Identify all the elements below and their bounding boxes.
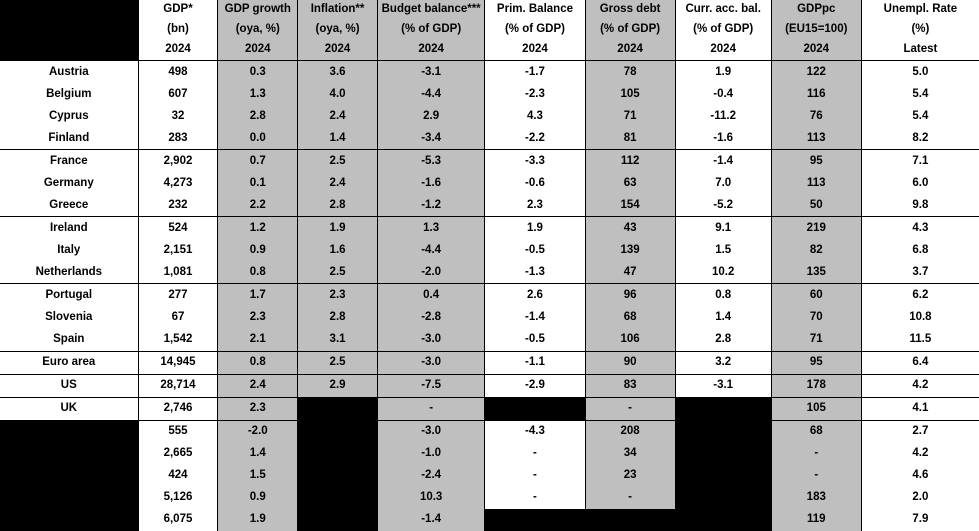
data-cell: 1.3: [218, 83, 298, 105]
row-country-label: Germany: [0, 172, 138, 194]
data-cell: 50: [771, 194, 861, 217]
table-row: [0, 217, 979, 240]
table-row: [0, 443, 979, 465]
row-country-label: Portugal: [0, 284, 138, 307]
row-country-label: Greece: [0, 194, 138, 217]
data-cell: -3.3: [485, 150, 585, 173]
data-cell: -3.4: [377, 127, 484, 150]
data-cell: 6,075: [138, 509, 218, 531]
data-cell: 2,151: [138, 239, 218, 261]
data-cell: 5.0: [861, 61, 979, 84]
column-header-cell: (oya, %): [298, 20, 378, 40]
data-cell: 2.8: [218, 105, 298, 127]
data-cell: 2.4: [218, 374, 298, 397]
column-header-cell: (% of GDP): [485, 20, 585, 40]
data-cell: 2.1: [218, 328, 298, 351]
data-cell: 28,714: [138, 374, 218, 397]
data-cell: 1.2: [218, 217, 298, 240]
column-header-cell: GDP*: [138, 0, 218, 20]
data-cell: -: [771, 443, 861, 465]
data-cell: 9.1: [675, 217, 771, 240]
row-country-label: Netherlands: [0, 261, 138, 284]
row-country-label: Cyprus: [0, 105, 138, 127]
data-cell: 71: [771, 328, 861, 351]
data-cell: 1.5: [218, 465, 298, 487]
data-cell: 0.0: [218, 127, 298, 150]
data-cell: -: [771, 465, 861, 487]
table-row: [0, 172, 979, 194]
data-cell: 10.3: [377, 487, 484, 509]
data-cell: -1.1: [485, 351, 585, 374]
data-cell: -3.0: [377, 420, 484, 443]
row-country-label: [0, 509, 138, 531]
header-corner-cell: [0, 20, 138, 40]
data-cell: 208: [585, 420, 675, 443]
data-cell: 4.1: [861, 397, 979, 420]
data-cell: 4.6: [861, 465, 979, 487]
row-country-label: Slovenia: [0, 306, 138, 328]
data-cell: 68: [771, 420, 861, 443]
data-cell: 78: [585, 61, 675, 84]
data-cell: 2.4: [298, 105, 378, 127]
header-row-units: [0, 20, 979, 40]
data-cell: -2.0: [218, 420, 298, 443]
data-cell: 2.7: [861, 420, 979, 443]
data-cell: 524: [138, 217, 218, 240]
table-row: [0, 127, 979, 150]
data-cell: 183: [771, 487, 861, 509]
data-cell: 14,945: [138, 351, 218, 374]
header-corner-cell: [0, 0, 138, 20]
row-country-label: US: [0, 374, 138, 397]
column-header-cell: (bn): [138, 20, 218, 40]
data-cell: -2.3: [485, 83, 585, 105]
data-cell: 2.5: [298, 261, 378, 284]
table-row: [0, 351, 979, 374]
data-cell: -: [585, 487, 675, 509]
data-cell: 2.3: [298, 284, 378, 307]
data-cell: -2.8: [377, 306, 484, 328]
data-cell: [298, 465, 378, 487]
data-cell: 0.7: [218, 150, 298, 173]
data-cell: 1.3: [377, 217, 484, 240]
data-cell: -3.1: [377, 61, 484, 84]
data-cell: -0.6: [485, 172, 585, 194]
data-cell: 1,542: [138, 328, 218, 351]
table-row: [0, 105, 979, 127]
data-cell: [675, 443, 771, 465]
data-cell: -: [485, 443, 585, 465]
column-header-cell: 2024: [218, 40, 298, 61]
table-row: [0, 306, 979, 328]
data-cell: 4.3: [485, 105, 585, 127]
data-cell: 0.1: [218, 172, 298, 194]
data-cell: 60: [771, 284, 861, 307]
data-cell: [585, 509, 675, 531]
data-cell: 4.2: [861, 443, 979, 465]
data-cell: 3.6: [298, 61, 378, 84]
data-cell: 95: [771, 351, 861, 374]
data-cell: -0.4: [675, 83, 771, 105]
data-cell: 70: [771, 306, 861, 328]
table-row: [0, 284, 979, 307]
column-header-cell: 2024: [675, 40, 771, 61]
column-header-cell: GDP growth: [218, 0, 298, 20]
data-cell: 3.1: [298, 328, 378, 351]
data-cell: 9.8: [861, 194, 979, 217]
data-cell: 5.4: [861, 105, 979, 127]
row-country-label: Belgium: [0, 83, 138, 105]
data-cell: [675, 397, 771, 420]
data-cell: 83: [585, 374, 675, 397]
data-cell: 139: [585, 239, 675, 261]
data-cell: 4.2: [861, 374, 979, 397]
data-cell: 113: [771, 127, 861, 150]
data-cell: 1.4: [218, 443, 298, 465]
data-cell: -1.4: [675, 150, 771, 173]
column-header-cell: Curr. acc. bal.: [675, 0, 771, 20]
data-cell: 5,126: [138, 487, 218, 509]
table-row: [0, 261, 979, 284]
table-row: [0, 328, 979, 351]
data-cell: 232: [138, 194, 218, 217]
column-header-cell: GDPpc: [771, 0, 861, 20]
header-row-years: [0, 40, 979, 61]
column-header-cell: (EU15=100): [771, 20, 861, 40]
data-cell: [298, 443, 378, 465]
data-cell: [675, 509, 771, 531]
column-header-cell: Unempl. Rate: [861, 0, 979, 20]
row-country-label: France: [0, 150, 138, 173]
data-cell: -1.0: [377, 443, 484, 465]
data-cell: 32: [138, 105, 218, 127]
column-header-cell: Prim. Balance: [485, 0, 585, 20]
data-cell: 2.5: [298, 150, 378, 173]
data-cell: [298, 487, 378, 509]
data-cell: 0.8: [675, 284, 771, 307]
data-cell: 0.8: [218, 261, 298, 284]
data-cell: -0.5: [485, 328, 585, 351]
row-country-label: Ireland: [0, 217, 138, 240]
data-cell: 2.9: [377, 105, 484, 127]
data-cell: 607: [138, 83, 218, 105]
data-cell: 4.0: [298, 83, 378, 105]
data-cell: 2,902: [138, 150, 218, 173]
data-cell: -4.3: [485, 420, 585, 443]
table-row: [0, 374, 979, 397]
data-cell: 63: [585, 172, 675, 194]
data-cell: 2.3: [218, 306, 298, 328]
column-header-cell: (%): [861, 20, 979, 40]
data-cell: -11.2: [675, 105, 771, 127]
row-country-label: [0, 443, 138, 465]
data-cell: 1.5: [675, 239, 771, 261]
data-cell: 2.0: [861, 487, 979, 509]
data-cell: -1.7: [485, 61, 585, 84]
data-cell: -3.0: [377, 351, 484, 374]
table-row: [0, 239, 979, 261]
data-cell: [485, 397, 585, 420]
data-cell: 2.4: [298, 172, 378, 194]
column-header-cell: Gross debt: [585, 0, 675, 20]
data-cell: 219: [771, 217, 861, 240]
data-cell: 95: [771, 150, 861, 173]
data-cell: 2.2: [218, 194, 298, 217]
column-header-cell: Latest: [861, 40, 979, 61]
data-cell: 555: [138, 420, 218, 443]
data-cell: 71: [585, 105, 675, 127]
data-cell: 10.2: [675, 261, 771, 284]
data-cell: 7.1: [861, 150, 979, 173]
column-header-cell: (% of GDP): [585, 20, 675, 40]
data-cell: 7.9: [861, 509, 979, 531]
data-cell: -1.2: [377, 194, 484, 217]
data-cell: 2,746: [138, 397, 218, 420]
row-country-label: [0, 420, 138, 443]
data-cell: -1.3: [485, 261, 585, 284]
data-cell: -3.0: [377, 328, 484, 351]
data-cell: 2.3: [485, 194, 585, 217]
data-cell: 1,081: [138, 261, 218, 284]
data-cell: -: [485, 487, 585, 509]
data-cell: -: [377, 397, 484, 420]
data-cell: 283: [138, 127, 218, 150]
data-cell: 47: [585, 261, 675, 284]
data-cell: 3.2: [675, 351, 771, 374]
data-cell: -1.4: [377, 509, 484, 531]
header-row-titles: [0, 0, 979, 20]
data-cell: 43: [585, 217, 675, 240]
data-cell: 82: [771, 239, 861, 261]
data-cell: -: [585, 397, 675, 420]
data-cell: 112: [585, 150, 675, 173]
data-cell: 105: [771, 397, 861, 420]
column-header-cell: 2024: [138, 40, 218, 61]
column-header-cell: 2024: [585, 40, 675, 61]
row-country-label: [0, 487, 138, 509]
data-cell: 10.8: [861, 306, 979, 328]
row-country-label: Italy: [0, 239, 138, 261]
data-cell: 4,273: [138, 172, 218, 194]
data-cell: 2.9: [298, 374, 378, 397]
data-cell: -5.3: [377, 150, 484, 173]
column-header-cell: Inflation**: [298, 0, 378, 20]
data-cell: 498: [138, 61, 218, 84]
data-cell: 1.9: [218, 509, 298, 531]
data-cell: -2.4: [377, 465, 484, 487]
row-country-label: Finland: [0, 127, 138, 150]
data-cell: 76: [771, 105, 861, 127]
data-cell: [298, 397, 378, 420]
data-cell: [675, 465, 771, 487]
column-header-cell: (% of GDP): [675, 20, 771, 40]
data-cell: 6.0: [861, 172, 979, 194]
column-header-cell: 2024: [485, 40, 585, 61]
data-cell: 23: [585, 465, 675, 487]
column-header-cell: (oya, %): [218, 20, 298, 40]
data-cell: -1.4: [485, 306, 585, 328]
column-header-cell: 2024: [377, 40, 484, 61]
data-cell: 2.6: [485, 284, 585, 307]
row-country-label: Euro area: [0, 351, 138, 374]
data-cell: 0.3: [218, 61, 298, 84]
data-cell: 106: [585, 328, 675, 351]
table-row: [0, 397, 979, 420]
data-cell: 6.4: [861, 351, 979, 374]
data-cell: -2.0: [377, 261, 484, 284]
data-cell: 119: [771, 509, 861, 531]
data-cell: 8.2: [861, 127, 979, 150]
data-cell: -1.6: [377, 172, 484, 194]
data-cell: 68: [585, 306, 675, 328]
data-cell: 1.7: [218, 284, 298, 307]
data-cell: 96: [585, 284, 675, 307]
data-cell: -4.4: [377, 239, 484, 261]
data-cell: 116: [771, 83, 861, 105]
table-row: [0, 194, 979, 217]
data-cell: 5.4: [861, 83, 979, 105]
data-cell: -2.2: [485, 127, 585, 150]
data-cell: -7.5: [377, 374, 484, 397]
data-cell: -0.5: [485, 239, 585, 261]
table-row: [0, 150, 979, 173]
data-cell: [485, 509, 585, 531]
table-row: [0, 487, 979, 509]
data-cell: 0.9: [218, 239, 298, 261]
column-header-cell: Budget balance***: [377, 0, 484, 20]
data-cell: 0.9: [218, 487, 298, 509]
data-cell: 1.6: [298, 239, 378, 261]
table-row: [0, 509, 979, 531]
data-cell: 122: [771, 61, 861, 84]
data-cell: -1.6: [675, 127, 771, 150]
data-cell: -3.1: [675, 374, 771, 397]
data-cell: 105: [585, 83, 675, 105]
data-cell: 2.3: [218, 397, 298, 420]
data-cell: -2.9: [485, 374, 585, 397]
data-cell: 1.9: [675, 61, 771, 84]
column-header-cell: 2024: [298, 40, 378, 61]
data-cell: 277: [138, 284, 218, 307]
data-cell: 178: [771, 374, 861, 397]
data-cell: [675, 487, 771, 509]
table-row: [0, 61, 979, 84]
data-cell: 3.7: [861, 261, 979, 284]
data-cell: 90: [585, 351, 675, 374]
row-country-label: UK: [0, 397, 138, 420]
data-cell: -: [485, 465, 585, 487]
data-cell: -4.4: [377, 83, 484, 105]
row-country-label: Spain: [0, 328, 138, 351]
column-header-cell: 2024: [771, 40, 861, 61]
data-cell: 67: [138, 306, 218, 328]
data-cell: 4.3: [861, 217, 979, 240]
column-header-cell: (% of GDP): [377, 20, 484, 40]
data-cell: 6.2: [861, 284, 979, 307]
data-cell: 81: [585, 127, 675, 150]
data-cell: 0.8: [218, 351, 298, 374]
data-cell: 1.4: [675, 306, 771, 328]
data-cell: 2.8: [298, 194, 378, 217]
data-cell: 135: [771, 261, 861, 284]
data-cell: 113: [771, 172, 861, 194]
data-cell: 34: [585, 443, 675, 465]
data-cell: 2,665: [138, 443, 218, 465]
data-cell: 154: [585, 194, 675, 217]
table-row: [0, 420, 979, 443]
data-cell: 0.4: [377, 284, 484, 307]
data-cell: 6.8: [861, 239, 979, 261]
data-cell: 1.9: [298, 217, 378, 240]
data-cell: 11.5: [861, 328, 979, 351]
row-country-label: [0, 465, 138, 487]
data-cell: 2.8: [298, 306, 378, 328]
row-country-label: Austria: [0, 61, 138, 84]
table-row: [0, 465, 979, 487]
data-cell: 7.0: [675, 172, 771, 194]
data-cell: 424: [138, 465, 218, 487]
data-cell: 2.8: [675, 328, 771, 351]
data-cell: 1.9: [485, 217, 585, 240]
data-cell: 1.4: [298, 127, 378, 150]
table-row: [0, 83, 979, 105]
header-corner-cell: [0, 40, 138, 61]
data-cell: -5.2: [675, 194, 771, 217]
data-cell: 2.5: [298, 351, 378, 374]
data-cell: [298, 509, 378, 531]
data-cell: [298, 420, 378, 443]
data-cell: [675, 420, 771, 443]
